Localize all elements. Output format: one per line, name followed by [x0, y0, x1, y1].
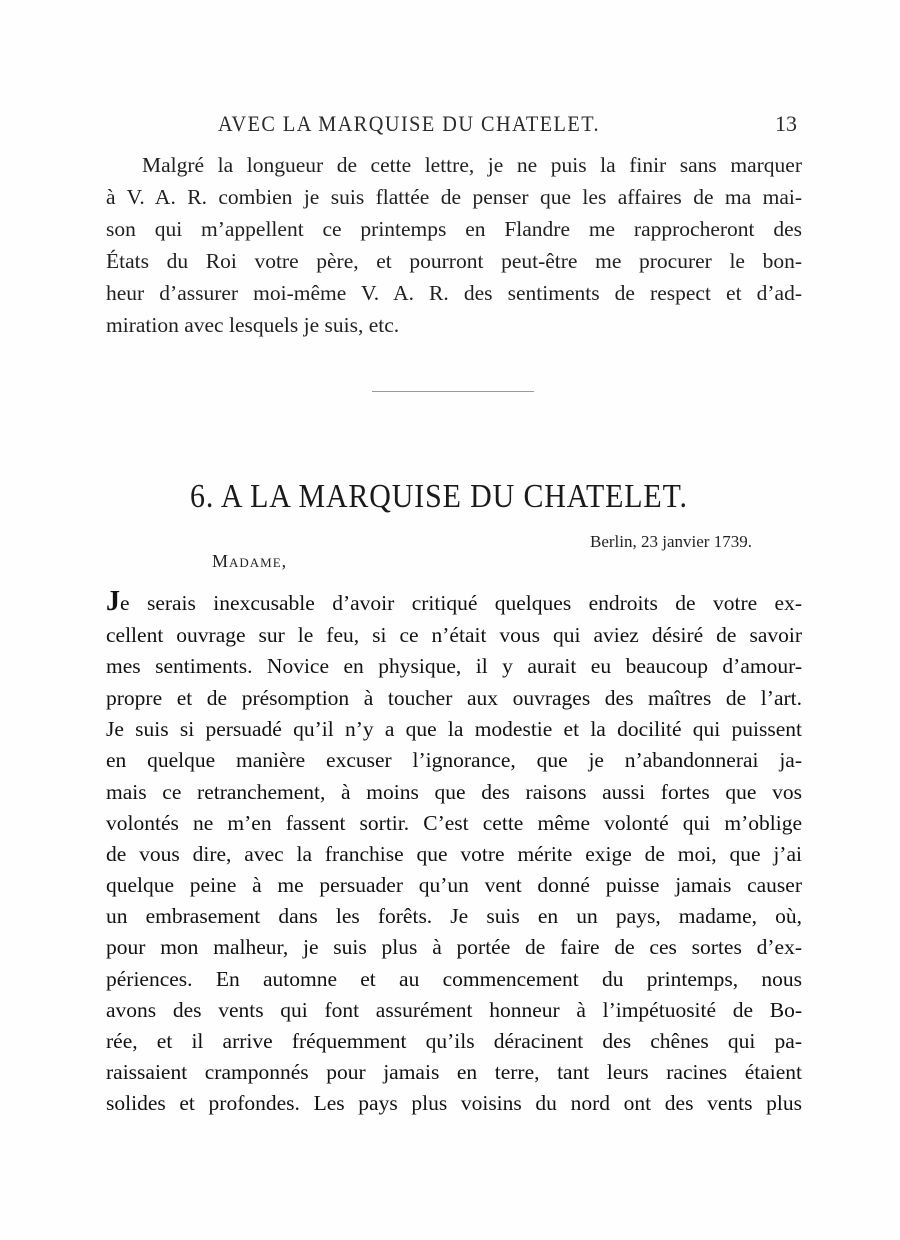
text-line: périences. En automne et au commencement du printemps, nous: [106, 967, 802, 991]
text-line: solides et profondes. Les pays plus voisins du nord ont des vents plus: [106, 1091, 802, 1115]
text-line: raissaient cramponnés pour jamais en terre, tant leurs racines étaient: [106, 1060, 802, 1084]
text-line: pour mon malheur, je suis plus à portée de faire de ces sortes d’ex-: [106, 935, 802, 959]
text-line: Je suis si persuadé qu’il n’y a que la modestie et la docilité qui puissent: [106, 717, 802, 741]
page-number: 13: [775, 111, 797, 136]
text-line: cellent ouvrage sur le feu, si ce n’était vous qui aviez désiré de savoir: [106, 623, 802, 647]
text-line: avons des vents qui font assurément honneur à l’impétuosité de Bo-: [106, 998, 802, 1022]
text-line: en quelque manière excuser l’ignorance, que je n’abandonnerai ja-: [106, 748, 802, 772]
text-line: volontés ne m’en fassent sortir. C’est cette même volonté qui m’oblige: [106, 811, 802, 835]
text-line: heur d’assurer moi-même V. A. R. des sentiments de respect et d’ad-: [106, 281, 802, 305]
letter-salutation: Madame,: [212, 551, 288, 571]
letter-dateline: Berlin, 23 janvier 1739.: [590, 532, 752, 551]
text-line: mais ce retranchement, à moins que des raisons aussi fortes que vos: [106, 780, 802, 804]
text-line: Malgré la longueur de cette lettre, je ne puis la finir sans marquer: [142, 153, 802, 177]
text-line: rée, et il arrive fréquemment qu’ils déracinent des chênes qui pa-: [106, 1029, 802, 1053]
text-line: un embrasement dans les forêts. Je suis en un pays, madame, où,: [106, 904, 802, 928]
text-line: mes sentiments. Novice en physique, il y aurait eu beaucoup d’amour-: [106, 654, 802, 678]
text-line: miration avec lesquels je suis, etc.: [106, 313, 400, 337]
running-header: AVEC LA MARQUISE DU CHATELET.: [218, 111, 601, 136]
section-divider: [372, 391, 534, 392]
first-line-text: e serais inexcusable d’avoir critiqué quelques endroits de votre ex-: [120, 591, 802, 615]
initial-letter: J: [106, 586, 120, 617]
text-line: États du Roi votre père, et pourront peut-être me procurer le bon-: [106, 249, 802, 273]
text-line: propre et de présomption à toucher aux ouvrages des maîtres de l’art.: [106, 686, 802, 710]
text-line: son qui m’appellent ce printemps en Flandre me rapprocheront des: [106, 217, 802, 241]
text-line-first: [106, 588, 802, 619]
text-line: à V. A. R. combien je suis flattée de penser que les affaires de ma mai-: [106, 185, 802, 209]
letter-title: 6. A LA MARQUISE DU CHATELET.: [190, 478, 688, 515]
text-line: quelque peine à me persuader qu’un vent donné puisse jamais causer: [106, 873, 802, 897]
text-line: de vous dire, avec la franchise que votre mérite exige de moi, que j’ai: [106, 842, 802, 866]
